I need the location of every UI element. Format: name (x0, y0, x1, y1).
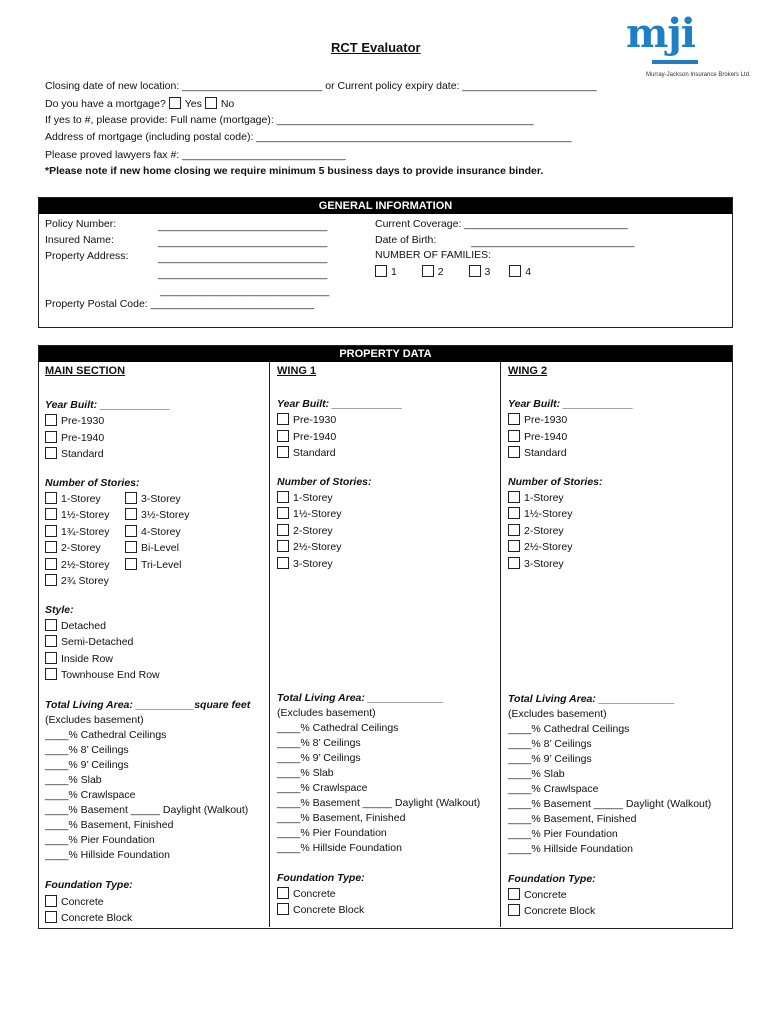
style-label: Style: (45, 603, 74, 616)
style-option: Detached (61, 619, 106, 632)
stories-option: 1-Storey (524, 491, 564, 504)
stories-option: 4-Storey (141, 525, 181, 538)
stories-checkbox[interactable] (45, 541, 57, 553)
general-info-heading: GENERAL INFORMATION (39, 198, 732, 214)
mortgage-address-line[interactable]: Address of mortgage (including postal code): ______________________________________________________ (45, 131, 572, 143)
stories-option: 3½-Storey (141, 509, 190, 521)
families-options (375, 265, 531, 278)
stories-checkbox[interactable] (277, 507, 289, 519)
year-checkbox[interactable] (508, 446, 520, 458)
wing2-section (508, 396, 633, 572)
closing-date-line[interactable]: Closing date of new location: ________________________ or Current policy expiry date: _______________________ (45, 80, 597, 92)
stories-label: Number of Stories: (45, 476, 140, 489)
wing1-foundation-block (277, 870, 365, 918)
yes-label: Yes (184, 98, 202, 110)
property-address-field-2[interactable]: _____________________________ (158, 268, 328, 280)
main-foundation-block (45, 877, 133, 927)
page-title: RCT Evaluator (331, 40, 421, 55)
stories-label: Number of Stories: (508, 475, 603, 488)
binder-note: *Please note if new home closing we require minimum 5 business days to provide insurance binder. (45, 165, 544, 177)
main-area-label[interactable]: Total Living Area: __________square feet (45, 699, 251, 711)
logo-bar (652, 60, 698, 64)
stories-option: 1½-Storey (524, 508, 573, 520)
families-label: NUMBER OF FAMILIES: (375, 249, 492, 261)
area-item[interactable]: ____% Basement _____ Daylight (Walkout) (508, 798, 712, 810)
foundation-checkbox[interactable] (508, 888, 520, 900)
year-checkbox[interactable] (45, 431, 57, 443)
year-checkbox[interactable] (45, 447, 57, 459)
mortgage-label: Do you have a mortgage? (45, 98, 166, 110)
area-item[interactable]: ____% Cathedral Ceilings (277, 722, 399, 734)
year-option: Pre-1930 (293, 414, 337, 426)
wing2-foundation-block (508, 871, 596, 919)
stories-checkbox[interactable] (45, 558, 57, 570)
area-item[interactable]: ____% Slab (508, 768, 565, 780)
style-checkbox[interactable] (45, 668, 57, 680)
wing2-area-block (508, 692, 711, 857)
dob-label: Date of Birth: (375, 234, 437, 246)
stories-option: 2½-Storey (61, 558, 110, 571)
stories-checkbox[interactable] (45, 525, 57, 537)
area-item[interactable]: ____% Pier Foundation (277, 827, 387, 839)
dob-field[interactable]: ____________________________ (471, 236, 635, 248)
stories-checkbox[interactable] (277, 557, 289, 569)
area-item[interactable]: ____% Hillside Foundation (45, 849, 170, 861)
area-item[interactable]: ____% 8’ Ceilings (508, 738, 592, 750)
stories-checkbox[interactable] (125, 558, 137, 570)
column-divider-2 (500, 362, 501, 927)
excludes-note: (Excludes basement) (508, 708, 607, 720)
stories-option: 3-Storey (141, 492, 181, 505)
stories-option: 1-Storey (61, 492, 101, 505)
area-item[interactable]: ____% Cathedral Ceilings (508, 723, 630, 735)
foundation-checkbox[interactable] (508, 904, 520, 916)
style-checkbox[interactable] (45, 635, 57, 647)
foundation-label: Foundation Type: (45, 879, 133, 891)
year-option: Standard (524, 447, 567, 459)
area-item[interactable]: ____% Slab (45, 774, 102, 786)
stories-options (277, 490, 402, 573)
year-checkbox[interactable] (508, 430, 520, 442)
stories-checkbox[interactable] (45, 492, 57, 504)
excludes-note: (Excludes basement) (277, 707, 376, 719)
stories-checkbox[interactable] (277, 491, 289, 503)
stories-option: 1½-Storey (293, 508, 342, 520)
stories-option: 1-Storey (293, 491, 333, 504)
stories-option: 3-Storey (524, 557, 564, 570)
stories-checkbox[interactable] (508, 507, 520, 519)
area-item[interactable]: ____% Crawlspace (508, 783, 599, 795)
area-item[interactable]: ____% Basement, Finished (277, 812, 406, 824)
year-options (277, 412, 402, 462)
excludes-note: (Excludes basement) (45, 714, 144, 726)
mortgage-question (45, 97, 234, 110)
year-option: Pre-1940 (61, 431, 105, 444)
family-option: 4 (525, 266, 532, 278)
style-option: Townhouse End Row (61, 669, 160, 681)
foundation-option: Concrete (293, 888, 336, 900)
stories-checkbox[interactable] (125, 525, 137, 537)
year-built-label: Year Built: ____________ (508, 398, 634, 410)
family-option: 2 (437, 266, 444, 278)
year-built-label: Year Built: ____________ (45, 399, 171, 411)
property-data-heading: PROPERTY DATA (39, 346, 732, 362)
area-item[interactable]: ____% Crawlspace (45, 789, 136, 801)
stories-checkbox[interactable] (125, 541, 137, 553)
mortgage-yes-checkbox[interactable] (169, 97, 181, 109)
company-logo (622, 10, 762, 78)
stories-checkbox[interactable] (45, 508, 57, 520)
year-option: Standard (61, 448, 104, 460)
stories-option: 2-Storey (293, 524, 333, 537)
area-item[interactable]: ____% Basement, Finished (508, 813, 637, 825)
policy-number-field[interactable]: _____________________________ (158, 220, 328, 232)
wing-area-label[interactable]: Total Living Area: _____________ (508, 693, 675, 705)
foundation-checkbox[interactable] (277, 903, 289, 915)
stories-option: Tri-Level (141, 558, 182, 571)
policy-number-label: Policy Number: (45, 218, 117, 230)
area-item[interactable]: ____% Hillside Foundation (277, 842, 402, 854)
column-header-wing2: WING 2 (508, 365, 548, 377)
stories-option: 2¾ Storey (61, 575, 109, 587)
area-item[interactable]: ____% Pier Foundation (45, 834, 155, 846)
no-label: No (220, 98, 235, 110)
logo-mark: mji (626, 10, 695, 57)
postal-code-line[interactable]: Property Postal Code: ____________________________ (45, 298, 315, 310)
family-checkbox[interactable] (509, 265, 521, 277)
stories-checkbox[interactable] (508, 557, 520, 569)
foundation-option: Concrete Block (61, 912, 133, 924)
stories-options (45, 491, 189, 590)
stories-option: 3-Storey (293, 557, 333, 570)
insured-name-label: Insured Name: (45, 234, 114, 246)
year-options (45, 413, 189, 463)
property-address-field-1[interactable]: _____________________________ (158, 252, 328, 264)
mortgage-name-line[interactable]: If yes to #, please provide: Full name (mortgage): ____________________________________________ (45, 114, 534, 126)
stories-option: 1¾-Storey (61, 525, 110, 538)
main-section (45, 397, 189, 684)
style-checkbox[interactable] (45, 652, 57, 664)
foundation-checkbox[interactable] (45, 911, 57, 923)
area-item[interactable]: ____% 9’ Ceilings (508, 753, 592, 765)
area-item[interactable]: ____% Basement _____ Daylight (Walkout) (277, 797, 481, 809)
style-options (45, 618, 189, 684)
foundation-option: Concrete Block (293, 904, 365, 916)
stories-option: 2½-Storey (524, 541, 573, 553)
stories-option: 2-Storey (61, 542, 101, 554)
area-item[interactable]: ____% 9’ Ceilings (277, 752, 361, 764)
foundation-option: Concrete Block (524, 905, 596, 917)
main-area-block (45, 698, 250, 863)
column-divider-1 (269, 362, 270, 927)
year-checkbox[interactable] (277, 446, 289, 458)
family-option: 1 (391, 266, 397, 278)
area-item[interactable]: ____% Basement, Finished (45, 819, 174, 831)
stories-option: 2½-Storey (293, 541, 342, 553)
column-header-wing1: WING 1 (277, 365, 317, 377)
wing-area-label[interactable]: Total Living Area: _____________ (277, 692, 444, 704)
style-option: Inside Row (61, 652, 113, 665)
foundation-checkbox[interactable] (45, 895, 57, 907)
foundation-option: Concrete (524, 889, 567, 901)
stories-checkbox[interactable] (508, 540, 520, 552)
stories-label: Number of Stories: (277, 475, 372, 488)
year-option: Standard (293, 447, 336, 459)
area-item[interactable]: ____% Slab (277, 767, 334, 779)
stories-checkbox[interactable] (508, 491, 520, 503)
year-built-label: Year Built: ____________ (277, 398, 403, 410)
foundation-label: Foundation Type: (508, 873, 596, 885)
stories-right (125, 491, 189, 590)
style-option: Semi-Detached (61, 636, 134, 648)
area-item[interactable]: ____% 8’ Ceilings (277, 737, 361, 749)
property-address-label: Property Address: (45, 250, 129, 262)
year-checkbox[interactable] (277, 413, 289, 425)
stories-checkbox[interactable] (277, 540, 289, 552)
company-name: Murray-Jackson Insurance Brokers Ltd. (646, 72, 751, 78)
area-item[interactable]: ____% Hillside Foundation (508, 843, 633, 855)
family-option: 3 (484, 266, 491, 278)
foundation-checkbox[interactable] (277, 887, 289, 899)
area-item[interactable]: ____% 9’ Ceilings (45, 759, 129, 771)
area-item[interactable]: ____% Cathedral Ceilings (45, 729, 167, 741)
wing1-area-block (277, 691, 480, 856)
year-option: Pre-1940 (524, 430, 568, 443)
area-item[interactable]: ____% Basement _____ Daylight (Walkout) (45, 804, 249, 816)
style-checkbox[interactable] (45, 619, 57, 631)
foundation-label: Foundation Type: (277, 872, 365, 884)
year-checkbox[interactable] (277, 430, 289, 442)
lawyer-fax-line[interactable]: Please proved lawyers fax #: ____________________________ (45, 149, 346, 161)
year-options (508, 412, 633, 462)
family-checkbox[interactable] (469, 265, 481, 277)
stories-left (45, 491, 125, 590)
current-coverage-line[interactable]: Current Coverage: ____________________________ (375, 218, 628, 230)
wing1-section (277, 396, 402, 572)
year-checkbox[interactable] (45, 414, 57, 426)
column-header-main: MAIN SECTION (45, 365, 126, 377)
area-item[interactable]: ____% Crawlspace (277, 782, 368, 794)
year-checkbox[interactable] (508, 413, 520, 425)
year-option: Pre-1940 (293, 430, 337, 443)
family-checkbox[interactable] (375, 265, 387, 277)
stories-checkbox[interactable] (45, 574, 57, 586)
year-option: Pre-1930 (61, 415, 105, 427)
area-item[interactable]: ____% 8’ Ceilings (45, 744, 129, 756)
insured-name-field[interactable]: _____________________________ (158, 236, 328, 248)
family-checkbox[interactable] (422, 265, 434, 277)
stories-options (508, 490, 633, 573)
property-address-field-3[interactable]: _____________________________ (160, 285, 330, 297)
stories-checkbox[interactable] (508, 524, 520, 536)
stories-checkbox[interactable] (125, 508, 137, 520)
stories-option: 1½-Storey (61, 509, 110, 521)
area-item[interactable]: ____% Pier Foundation (508, 828, 618, 840)
stories-checkbox[interactable] (277, 524, 289, 536)
stories-option: Bi-Level (141, 542, 179, 554)
foundation-option: Concrete (61, 895, 104, 908)
stories-checkbox[interactable] (125, 492, 137, 504)
year-option: Pre-1930 (524, 414, 568, 426)
stories-option: 2-Storey (524, 524, 564, 537)
mortgage-no-checkbox[interactable] (205, 97, 217, 109)
